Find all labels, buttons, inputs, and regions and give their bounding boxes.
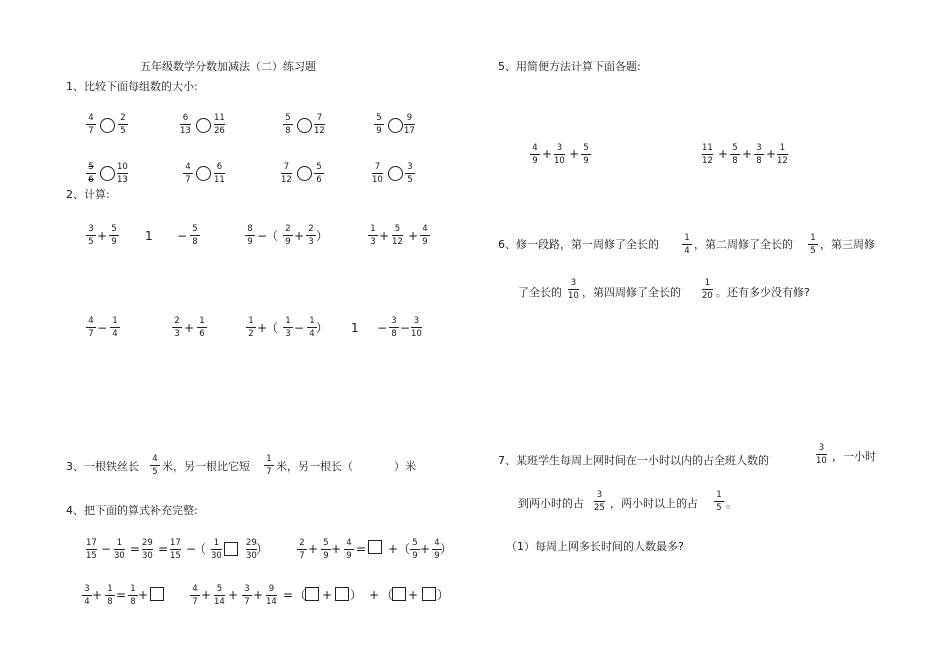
- fraction: 29 30: [246, 538, 257, 561]
- section-4-heading: 4、把下面的算式补充完整:: [66, 504, 198, 517]
- fraction: 2 7: [297, 538, 307, 561]
- fraction: 4 9: [432, 538, 442, 561]
- answer-box[interactable]: [224, 542, 238, 556]
- fraction: 5 9: [410, 538, 420, 561]
- section-3-text: 3、一根铁丝长: [66, 460, 139, 473]
- fraction: 3 10: [411, 316, 422, 339]
- plus-sign: +: [322, 588, 333, 602]
- compare-circle[interactable]: [100, 166, 115, 181]
- equals-sign: =: [158, 542, 169, 556]
- compare-circle[interactable]: [388, 118, 403, 133]
- fraction: 3 4: [82, 584, 92, 607]
- fraction: 1 8: [105, 584, 115, 607]
- plus-sign: +: [228, 588, 239, 602]
- section-6-text: ，第四周修了全长的: [582, 286, 681, 299]
- fraction: 6 13: [180, 113, 191, 136]
- fraction: 9 14: [266, 584, 277, 607]
- section-7-text: 到两小时的占: [518, 497, 584, 510]
- fraction: 8 9: [245, 224, 255, 247]
- fraction: 7 10: [372, 162, 383, 185]
- fraction: 7 12: [314, 113, 325, 136]
- fraction: 2 3: [172, 316, 182, 339]
- fraction: 5 9: [581, 143, 591, 166]
- left-paren: （: [266, 321, 279, 335]
- fraction: 3 8: [754, 143, 764, 166]
- fraction: 5 6: [314, 162, 324, 185]
- section-3-text: 米，另一根长（: [276, 460, 353, 473]
- minus-sign: −: [257, 229, 268, 243]
- right-paren: ）: [316, 321, 329, 335]
- minus-sign: −: [400, 321, 411, 335]
- fraction: 3 10: [568, 278, 579, 301]
- answer-box[interactable]: [392, 587, 406, 601]
- minus-sign: −: [101, 542, 112, 556]
- fraction: 5 9: [109, 224, 119, 247]
- minus-sign: −: [186, 542, 197, 556]
- plus-sign: +: [369, 588, 380, 602]
- section-6-text: 。还有多少没有修?: [716, 286, 810, 299]
- fraction: 5 9: [374, 113, 384, 136]
- plus-sign: +: [569, 147, 580, 161]
- fraction: 4 7: [190, 584, 200, 607]
- plus-sign: +: [331, 542, 342, 556]
- plus-sign: +: [408, 588, 419, 602]
- section-7-text: 7、某班学生每周上网时间在一小时以内的占全班人数的: [498, 454, 769, 467]
- minus-sign: −: [377, 321, 388, 335]
- equals-sign: =: [356, 542, 367, 556]
- fraction: 1 20: [702, 278, 713, 301]
- fraction: 3 10: [816, 443, 827, 466]
- fraction: 17 15: [86, 538, 97, 561]
- fraction: 17 15: [170, 538, 181, 561]
- right-paren: ）: [350, 588, 363, 602]
- left-paren: （: [294, 588, 307, 602]
- plus-sign: +: [253, 588, 264, 602]
- section-7-text: ，一小时: [832, 450, 876, 463]
- fraction: 6 11: [214, 162, 225, 185]
- page-title: 五年级数学分数加减法（二）练习题: [140, 60, 316, 73]
- fraction: 1 30: [211, 538, 222, 561]
- section-7-text: ，两小时以上的占: [610, 497, 698, 510]
- fraction: 4 7: [183, 162, 193, 185]
- left-paren: （: [266, 229, 279, 243]
- fraction: 3 25: [594, 490, 605, 513]
- plus-sign: +: [718, 147, 729, 161]
- fraction: 1 12: [777, 143, 788, 166]
- plus-sign: +: [742, 147, 753, 161]
- answer-box[interactable]: [150, 587, 164, 601]
- right-paren: ）: [256, 542, 269, 556]
- compare-circle[interactable]: [196, 166, 211, 181]
- fraction: 3 5: [86, 224, 96, 247]
- answer-box[interactable]: [368, 540, 382, 554]
- compare-circle[interactable]: [297, 166, 312, 181]
- section-3-text: ）米: [394, 460, 416, 473]
- plus-sign: +: [257, 321, 268, 335]
- fraction: 1 4: [307, 316, 317, 339]
- fraction: 5 14: [214, 584, 225, 607]
- fraction: 4 7: [86, 316, 96, 339]
- fraction: 2 5: [118, 113, 128, 136]
- fraction: 2 3: [306, 224, 316, 247]
- fraction: 1 4: [110, 316, 120, 339]
- plus-sign: +: [97, 229, 108, 243]
- fraction: 3 10: [554, 143, 565, 166]
- plus-sign: +: [388, 542, 399, 556]
- equals-sign: =: [116, 588, 127, 602]
- answer-box[interactable]: [422, 587, 436, 601]
- fraction: 1 6: [197, 316, 207, 339]
- right-paren: ）: [316, 229, 329, 243]
- section-6-text: ，第二周修了全长的: [694, 238, 793, 251]
- plus-sign: +: [766, 147, 777, 161]
- plus-sign: +: [408, 229, 419, 243]
- section-5-heading: 5、用简便方法计算下面各题:: [498, 60, 641, 73]
- number: 1: [145, 229, 153, 243]
- fraction: 5 8: [283, 113, 293, 136]
- fraction: 4 9: [530, 143, 540, 166]
- left-paren: （: [194, 542, 207, 556]
- answer-box[interactable]: [305, 587, 319, 601]
- compare-circle[interactable]: [388, 166, 403, 181]
- plus-sign: +: [379, 229, 390, 243]
- fraction: 10 13: [117, 162, 128, 185]
- section-2-heading: 2、计算:: [66, 188, 110, 201]
- compare-circle[interactable]: [100, 118, 115, 133]
- plus-sign: +: [184, 321, 195, 335]
- fraction: 5 12: [392, 224, 403, 247]
- minus-sign: −: [97, 321, 108, 335]
- number: 1: [351, 321, 359, 335]
- fraction: 29 30: [142, 538, 153, 561]
- compare-circle[interactable]: [297, 118, 312, 133]
- fraction: 2 9: [283, 224, 293, 247]
- section-3-text: 米，另一根比它短: [162, 460, 250, 473]
- fraction: 1 5: [714, 490, 724, 513]
- left-paren: （: [381, 588, 394, 602]
- fraction: 1 4: [682, 233, 692, 256]
- plus-sign: +: [201, 588, 212, 602]
- section-7-question: （1）每周上网多长时间的人数最多?: [506, 540, 684, 553]
- fraction: 9 17: [404, 113, 415, 136]
- fraction: 5 8: [190, 224, 200, 247]
- section-6-text: 了全长的: [518, 286, 562, 299]
- plus-sign: +: [138, 588, 149, 602]
- fraction: 1 7: [264, 454, 274, 477]
- fraction: 1 30: [114, 538, 125, 561]
- plus-sign: +: [420, 542, 431, 556]
- minus-sign: −: [177, 229, 188, 243]
- equals-sign: =: [130, 542, 141, 556]
- fraction: 3 7: [242, 584, 252, 607]
- fraction: 5 8: [730, 143, 740, 166]
- plus-sign: +: [542, 147, 553, 161]
- fraction: 1 3: [368, 224, 378, 247]
- plus-sign: +: [308, 542, 319, 556]
- fraction: 4 7: [86, 113, 96, 136]
- compare-circle[interactable]: [196, 118, 211, 133]
- fraction: 4 9: [344, 538, 354, 561]
- fraction: 11 12: [702, 143, 713, 166]
- right-paren: ）: [440, 542, 453, 556]
- section-1-heading: 1、比较下面每组数的大小:: [66, 80, 198, 93]
- section-7-text: 。: [726, 497, 737, 510]
- fraction: 4 9: [420, 224, 430, 247]
- fraction: 1 3: [283, 316, 293, 339]
- fraction: 1 8: [128, 584, 138, 607]
- right-paren: ）: [437, 588, 450, 602]
- fraction: 5 6: [86, 162, 96, 185]
- minus-sign: −: [294, 321, 305, 335]
- fraction: 3 8: [389, 316, 399, 339]
- answer-box[interactable]: [335, 587, 349, 601]
- section-6-text: 6、修一段路，第一周修了全长的: [498, 238, 659, 251]
- equals-sign: =: [283, 588, 294, 602]
- fraction: 4 5: [150, 454, 160, 477]
- fraction: 1 2: [246, 316, 256, 339]
- plus-sign: +: [294, 229, 305, 243]
- left-paren: （: [398, 542, 411, 556]
- section-6-text: ，第三周修: [820, 238, 875, 251]
- fraction: 11 26: [214, 113, 225, 136]
- fraction: 1 5: [808, 233, 818, 256]
- fraction: 5 9: [321, 538, 331, 561]
- fraction: 3 5: [405, 162, 415, 185]
- fraction: 7 12: [281, 162, 292, 185]
- plus-sign: +: [92, 588, 103, 602]
